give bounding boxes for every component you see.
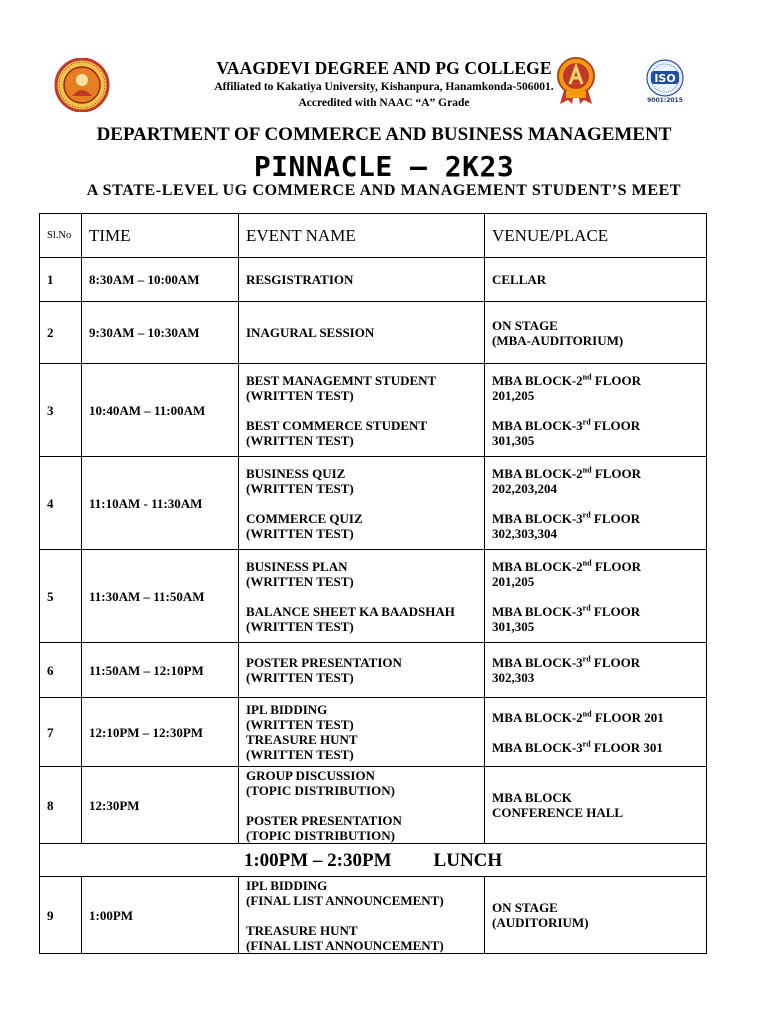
- sl-no: 7: [40, 698, 82, 767]
- event-line: BALANCE SHEET KA BAADSHAH: [246, 603, 455, 619]
- event-name: [239, 877, 485, 954]
- college-name: VAAGDEVI DEGREE AND PG COLLEGE: [216, 58, 552, 78]
- event-line: (TOPIC DISTRIBUTION): [246, 827, 395, 843]
- event-name: [239, 364, 485, 457]
- table-row: [40, 457, 707, 550]
- header-sl-no: Sl.No: [40, 214, 82, 258]
- sl-no: 2: [40, 302, 82, 364]
- event-name: [239, 767, 485, 844]
- svg-text:9001:2015: 9001:2015: [647, 97, 683, 104]
- venue-line: 302,303: [492, 670, 535, 685]
- venue-line: (MBA-AUDITORIUM): [492, 332, 624, 348]
- lunch-time: 1:00PM – 2:30PM: [243, 849, 392, 871]
- venue-line: 201,205: [492, 387, 535, 403]
- event-line: (WRITTEN TEST): [246, 670, 354, 685]
- lunch-row: [40, 844, 707, 877]
- venue-line: ON STAGE: [492, 900, 558, 915]
- lunch-label: LUNCH: [433, 849, 503, 871]
- venue: MBA BLOCK-3rd FLOOR 302,303: [485, 643, 707, 698]
- time: 10:40AM – 11:00AM: [82, 364, 239, 457]
- department-title: DEPARTMENT OF COMMERCE AND BUSINESS MANAGEMENT: [96, 124, 672, 145]
- venue: MBA BLOCK-2nd FLOOR 201 MBA BLOCK-3rd FLOOR 301: [485, 698, 707, 767]
- table-header-row: [40, 214, 707, 258]
- sl-no: 9: [40, 877, 82, 954]
- event-line: IPL BIDDING: [246, 877, 328, 893]
- event-line: IPL BIDDING: [246, 702, 328, 717]
- sl-no: 8: [40, 767, 82, 844]
- table-row: [40, 258, 707, 302]
- event-line: COMMERCE QUIZ: [246, 510, 363, 526]
- time: 9:30AM – 10:30AM: [82, 302, 239, 364]
- table-row: [40, 302, 707, 364]
- event-name: [239, 457, 485, 550]
- table-row: [40, 550, 707, 643]
- header-event-name: EVENT NAME: [239, 214, 485, 258]
- table-row: [40, 643, 707, 698]
- event-line: BUSINESS PLAN: [246, 558, 348, 574]
- event-name: [239, 302, 485, 364]
- event-line: (WRITTEN TEST): [246, 573, 354, 589]
- event-line: (WRITTEN TEST): [246, 747, 354, 762]
- venue-line: 202,203,204: [492, 480, 557, 496]
- time: 1:00PM: [82, 877, 239, 954]
- event-line: INAGURAL SESSION: [246, 325, 375, 340]
- time: 12:10PM – 12:30PM: [82, 698, 239, 767]
- venue-line: 301,305: [492, 432, 535, 448]
- venue-line: MBA BLOCK: [492, 790, 572, 805]
- table-row: [40, 767, 707, 844]
- event-line: RESGISTRATION: [246, 272, 354, 287]
- event-line: (FINAL LIST ANNOUNCEMENT): [246, 937, 444, 953]
- schedule-table: [39, 213, 707, 954]
- sl-no: 6: [40, 643, 82, 698]
- venue-line: ON STAGE: [492, 317, 558, 333]
- table-row: [40, 364, 707, 457]
- header-venue: VENUE/PLACE: [485, 214, 707, 258]
- event-line: (WRITTEN TEST): [246, 618, 354, 634]
- venue-line: CONFERENCE HALL: [492, 805, 624, 820]
- venue-line: CELLAR: [492, 272, 547, 287]
- event-title: PINNACLE – 2K23: [253, 150, 515, 183]
- sl-no: 1: [40, 258, 82, 302]
- event-line: BEST MANAGEMNT STUDENT: [246, 372, 437, 388]
- event-line: BEST COMMERCE STUDENT: [246, 417, 428, 433]
- event-line: BUSINESS QUIZ: [246, 465, 346, 481]
- accreditation-line: Accredited with NAAC “A” Grade: [298, 97, 470, 109]
- event-line: GROUP DISCUSSION: [246, 767, 375, 783]
- venue-line: (AUDITORIUM): [492, 915, 589, 930]
- time: 11:50AM – 12:10PM: [82, 643, 239, 698]
- time: 12:30PM: [82, 767, 239, 844]
- event-line: POSTER PRESENTATION: [246, 812, 402, 828]
- event-line: POSTER PRESENTATION: [246, 655, 402, 670]
- venue-line: 201,205: [492, 573, 535, 589]
- affiliation-line: Affiliated to Kakatiya University, Kishanpura, Hanamkonda-506001.: [214, 81, 554, 93]
- event-line: TREASURE HUNT: [246, 922, 358, 938]
- event-line: (WRITTEN TEST): [246, 387, 354, 403]
- event-line: (WRITTEN TEST): [246, 480, 354, 496]
- venue: [485, 258, 707, 302]
- venue: [485, 767, 707, 844]
- event-line: (WRITTEN TEST): [246, 717, 354, 732]
- venue: [485, 877, 707, 954]
- time: 11:30AM – 11:50AM: [82, 550, 239, 643]
- event-subtitle: A STATE-LEVEL UG COMMERCE AND MANAGEMENT STUDENT’S MEET: [86, 182, 682, 199]
- svg-text:ISO: ISO: [654, 72, 676, 85]
- event-name: [239, 643, 485, 698]
- table-row: [40, 698, 707, 767]
- event-name: [239, 698, 485, 767]
- event-name: [239, 258, 485, 302]
- event-line: (FINAL LIST ANNOUNCEMENT): [246, 892, 444, 908]
- event-line: TREASURE HUNT: [246, 732, 358, 747]
- venue: MBA BLOCK-2nd FLOOR 201,205 MBA BLOCK-3rd FLOOR 301,305: [485, 364, 707, 457]
- time: 11:10AM - 11:30AM: [82, 457, 239, 550]
- table-row: [40, 877, 707, 954]
- sl-no: 5: [40, 550, 82, 643]
- venue: MBA BLOCK-2nd FLOOR 202,203,204 MBA BLOCK-3rd FLOOR 302,303,304: [485, 457, 707, 550]
- lunch-break: [40, 844, 707, 877]
- time: 8:30AM – 10:00AM: [82, 258, 239, 302]
- venue: MBA BLOCK-2nd FLOOR 201,205 MBA BLOCK-3rd FLOOR 301,305: [485, 550, 707, 643]
- sl-no: 4: [40, 457, 82, 550]
- sl-no: 3: [40, 364, 82, 457]
- header-time: TIME: [82, 214, 239, 258]
- event-name: [239, 550, 485, 643]
- event-line: (TOPIC DISTRIBUTION): [246, 782, 395, 798]
- event-line: (WRITTEN TEST): [246, 432, 354, 448]
- venue-line: 302,303,304: [492, 525, 557, 541]
- event-line: (WRITTEN TEST): [246, 525, 354, 541]
- venue: [485, 302, 707, 364]
- venue-line: 301,305: [492, 618, 535, 634]
